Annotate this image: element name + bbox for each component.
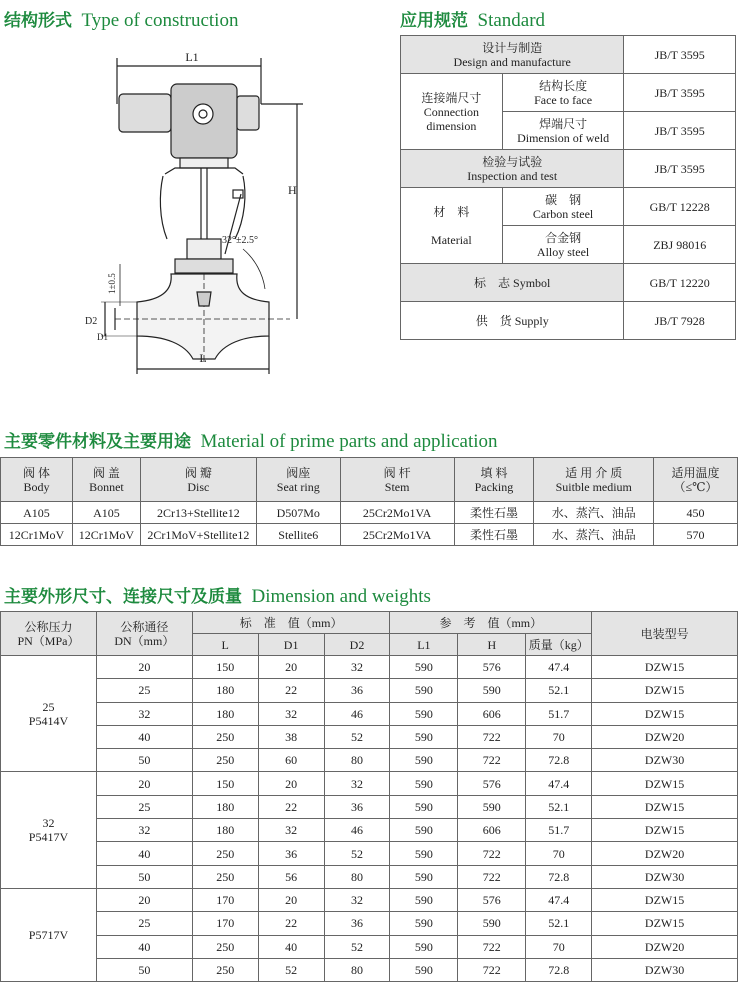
table-row: [1, 772, 738, 795]
table-row: [1, 795, 738, 818]
dimension-cell: 80: [324, 958, 390, 981]
h-label: H: [288, 183, 297, 197]
dimension-cell: DZW15: [592, 888, 738, 911]
dimension-cell: 722: [458, 749, 526, 772]
material-label: 材 料 Material: [401, 188, 503, 264]
d1-label: D1: [97, 332, 108, 342]
materials-cell: 570: [654, 524, 738, 546]
dimension-cell: 590: [390, 702, 458, 725]
materials-header-2: 阀 瓣 Disc: [140, 458, 256, 502]
dimension-cell: 722: [458, 958, 526, 981]
materials-header-1: 阀 盖 Bonnet: [72, 458, 140, 502]
dimension-cell: 590: [390, 725, 458, 748]
dimension-cell: 180: [192, 702, 258, 725]
dimension-cell: 52: [258, 958, 324, 981]
dimension-cell: 606: [458, 819, 526, 842]
dimension-cell: 590: [458, 795, 526, 818]
materials-cell: 柔性石墨: [454, 524, 534, 546]
dimension-cell: 47.4: [526, 772, 592, 795]
dimension-cell: 22: [258, 912, 324, 935]
dimension-cell: 590: [458, 679, 526, 702]
dimension-cell: 590: [390, 842, 458, 865]
table-row: [1, 725, 738, 748]
dimension-cell: DZW15: [592, 912, 738, 935]
materials-cell: 25Cr2Mo1VA: [340, 502, 454, 524]
dimension-cell: 52: [324, 842, 390, 865]
dimension-cell: 20: [258, 888, 324, 911]
dimension-cell: 590: [390, 935, 458, 958]
dimension-cell: 250: [192, 865, 258, 888]
dimension-cell: 72.8: [526, 749, 592, 772]
materials-cell: 2Cr13+Stellite12: [140, 502, 256, 524]
dimension-cell: DZW15: [592, 656, 738, 679]
dimension-cell: 80: [324, 865, 390, 888]
angle-label: 32°±2.5°: [222, 235, 258, 246]
dimension-cell: 52.1: [526, 679, 592, 702]
materials-header-0: 阀 体 Body: [1, 458, 73, 502]
dimension-cell: 22: [258, 795, 324, 818]
connection-label: 连接端尺寸 Connection dimension: [401, 74, 503, 150]
dimension-cell: 32: [324, 656, 390, 679]
table-row: [1, 656, 738, 679]
dimension-cell: 70: [526, 842, 592, 865]
dimension-cell: 250: [192, 725, 258, 748]
dimension-cell: 590: [390, 656, 458, 679]
table-row: [1, 912, 738, 935]
dimension-cell: DZW30: [592, 865, 738, 888]
dimension-cell: 52: [324, 935, 390, 958]
table-row: [1, 888, 738, 911]
dimension-cell: DZW15: [592, 819, 738, 842]
dimension-cell: DZW15: [592, 795, 738, 818]
dimension-cell: DZW30: [592, 958, 738, 981]
dimension-cell: 52.1: [526, 795, 592, 818]
materials-cell: 柔性石墨: [454, 502, 534, 524]
dimension-cell: 51.7: [526, 702, 592, 725]
dimension-cell: 722: [458, 842, 526, 865]
design-label: 设计与制造 Design and manufacture: [401, 36, 624, 74]
materials-header-6: 适 用 介 质 Suitble medium: [534, 458, 654, 502]
dimension-cell: 590: [390, 888, 458, 911]
dimension-cell: 72.8: [526, 958, 592, 981]
dimension-heading: 主要外形尺寸、连接尺寸及质量 Dimension and weights: [4, 586, 431, 607]
dimension-cell: 150: [192, 772, 258, 795]
materials-cell: 水、蒸汽、油品: [534, 502, 654, 524]
dimension-cell: 70: [526, 935, 592, 958]
table-row: [1, 842, 738, 865]
dimension-cell: 250: [192, 842, 258, 865]
dimension-cell: 32: [96, 702, 192, 725]
dimension-cell: 50: [96, 749, 192, 772]
dimension-cell: 590: [390, 772, 458, 795]
dimension-cell: 576: [458, 888, 526, 911]
table-row: [1, 819, 738, 842]
materials-header-7: 适用温度 （≤℃）: [654, 458, 738, 502]
dimension-cell: 606: [458, 702, 526, 725]
dimension-cell: 36: [324, 795, 390, 818]
dimension-cell: 40: [96, 842, 192, 865]
dimension-cell: 56: [258, 865, 324, 888]
materials-cell: A105: [72, 502, 140, 524]
dimension-cell: 150: [192, 656, 258, 679]
dimension-cell: 20: [96, 656, 192, 679]
dimension-cell: 25: [96, 795, 192, 818]
dimension-cell: 576: [458, 772, 526, 795]
dimensions-table: 公称压力 PN（MPa） 公称通径 DN（mm） 标 准 值（mm） 参 考 值（mm） 电装型号 L D1 D2 L1 H 质量（kg） 25 P5414V 20 150 20 32 590 576 47.4 DZW15 25 180 22 36 590 590 52.1 DZW15 32 180 32 46 590 606 51.7 DZW15 40 250 38 52 590 722 70 DZW20 50 250 60 80 590 722 72.8 DZW30 32 P5417V 20 150 20 32 590 576 47.4 DZW15 25 180 22 36 590 590 52.1 DZW15 32 180 32 46 590 606 51.7 DZW15 40 250 36 52 590 722 70 DZW20 50 250 56 80 590 722 72.8 DZW30 P5717V 20 170 20 32 590 576 47.4 DZW15 25 170 22 36 590 590 52.1 DZW15 40 250 40 52 590 722 70 DZW20 50 250 52 80 590 722 72.8 DZW30: [0, 611, 738, 982]
dimension-cell: DZW15: [592, 679, 738, 702]
dimension-cell: 180: [192, 819, 258, 842]
dimension-cell: 80: [324, 749, 390, 772]
dimension-cell: DZW20: [592, 725, 738, 748]
materials-cell: 12Cr1MoV: [72, 524, 140, 546]
dimension-cell: DZW15: [592, 702, 738, 725]
dimension-cell: 170: [192, 888, 258, 911]
dimension-cell: DZW20: [592, 842, 738, 865]
dimension-cell: 20: [258, 656, 324, 679]
materials-cell: D507Mo: [256, 502, 340, 524]
dimension-cell: 590: [390, 819, 458, 842]
l1-label: L1: [185, 50, 199, 64]
table-row: [1, 865, 738, 888]
dimension-cell: 60: [258, 749, 324, 772]
dimension-cell: 180: [192, 795, 258, 818]
dimension-cell: 40: [96, 935, 192, 958]
dimension-cell: 52.1: [526, 912, 592, 935]
d2-label: D2: [85, 316, 98, 327]
dimension-cell: 32: [324, 772, 390, 795]
materials-header-5: 填 料 Packing: [454, 458, 534, 502]
dimension-cell: 72.8: [526, 865, 592, 888]
pn-group-cell: 32 P5417V: [1, 772, 97, 888]
materials-cell: 25Cr2Mo1VA: [340, 524, 454, 546]
dimension-cell: 590: [390, 795, 458, 818]
dimension-cell: 590: [390, 958, 458, 981]
dimension-cell: 32: [324, 888, 390, 911]
dimension-cell: 590: [390, 865, 458, 888]
materials-table: [0, 457, 738, 546]
dimension-cell: 25: [96, 679, 192, 702]
dimension-cell: 250: [192, 749, 258, 772]
standard-table: 设计与制造 Design and manufacture JB/T 3595 连接端尺寸 Connection dimension 结构长度 Face to face JB/T 3595 焊端尺寸 Dimension of weld JB/T 3595 检验与试验 Inspection and test JB/T 3595 材 料 Material 碳 钢 Carbon steel GB/T 12228 合金钢 Alloy steel ZBJ 98016 标 志 Symbol GB/T 12220 供 货 Supply JB/T 7928: [400, 35, 736, 340]
dimension-cell: 51.7: [526, 819, 592, 842]
dimension-cell: 32: [258, 702, 324, 725]
dimension-cell: 47.4: [526, 888, 592, 911]
table-row: [1, 702, 738, 725]
dimension-cell: DZW30: [592, 749, 738, 772]
dimension-cell: 170: [192, 912, 258, 935]
dimension-cell: 576: [458, 656, 526, 679]
pn-group-cell: P5717V: [1, 888, 97, 981]
dimension-cell: 52: [324, 725, 390, 748]
dimension-cell: 47.4: [526, 656, 592, 679]
dimension-cell: DZW15: [592, 772, 738, 795]
dimension-cell: 32: [96, 819, 192, 842]
dimension-cell: 40: [96, 725, 192, 748]
materials-cell: A105: [1, 502, 73, 524]
materials-header-4: 阀 杆 Stem: [340, 458, 454, 502]
dimension-cell: 722: [458, 725, 526, 748]
materials-cell: 水、蒸汽、油品: [534, 524, 654, 546]
dimension-cell: 20: [96, 888, 192, 911]
dimension-cell: 180: [192, 679, 258, 702]
pn-group-cell: 25 P5414V: [1, 656, 97, 772]
dimension-cell: 36: [324, 912, 390, 935]
dimension-cell: 36: [258, 842, 324, 865]
valve-construction-drawing: [75, 44, 315, 384]
dimension-cell: 590: [390, 679, 458, 702]
dimension-cell: 50: [96, 958, 192, 981]
table-row: [1, 958, 738, 981]
dimension-cell: 590: [458, 912, 526, 935]
dimension-cell: 722: [458, 935, 526, 958]
dimension-cell: 46: [324, 819, 390, 842]
table-row: [1, 749, 738, 772]
materials-cell: Stellite6: [256, 524, 340, 546]
dimension-cell: 46: [324, 702, 390, 725]
tolerance-label: 1±0.5: [107, 273, 117, 294]
construction-heading: 结构形式 Type of construction: [4, 10, 239, 31]
standard-heading: 应用规范 Standard: [400, 10, 546, 31]
dimension-cell: 38: [258, 725, 324, 748]
table-row: [1, 935, 738, 958]
materials-header-3: 阀座 Seat ring: [256, 458, 340, 502]
materials-cell: 12Cr1MoV: [1, 524, 73, 546]
dimension-cell: 40: [258, 935, 324, 958]
dimension-cell: 50: [96, 865, 192, 888]
materials-cell: 2Cr1MoV+Stellite12: [140, 524, 256, 546]
dimension-cell: 25: [96, 912, 192, 935]
dimension-cell: 20: [258, 772, 324, 795]
table-row: [1, 679, 738, 702]
dimension-cell: 590: [390, 749, 458, 772]
dimension-cell: 22: [258, 679, 324, 702]
materials-heading: 主要零件材料及主要用途 Material of prime parts and application: [4, 431, 498, 452]
dimension-cell: 32: [258, 819, 324, 842]
dimension-cell: 70: [526, 725, 592, 748]
materials-cell: 450: [654, 502, 738, 524]
dimension-cell: DZW20: [592, 935, 738, 958]
l-label: L: [199, 351, 207, 365]
dimension-cell: 722: [458, 865, 526, 888]
dimension-cell: 590: [390, 912, 458, 935]
dimension-cell: 36: [324, 679, 390, 702]
dimension-cell: 250: [192, 935, 258, 958]
dimension-cell: 20: [96, 772, 192, 795]
dimension-cell: 250: [192, 958, 258, 981]
